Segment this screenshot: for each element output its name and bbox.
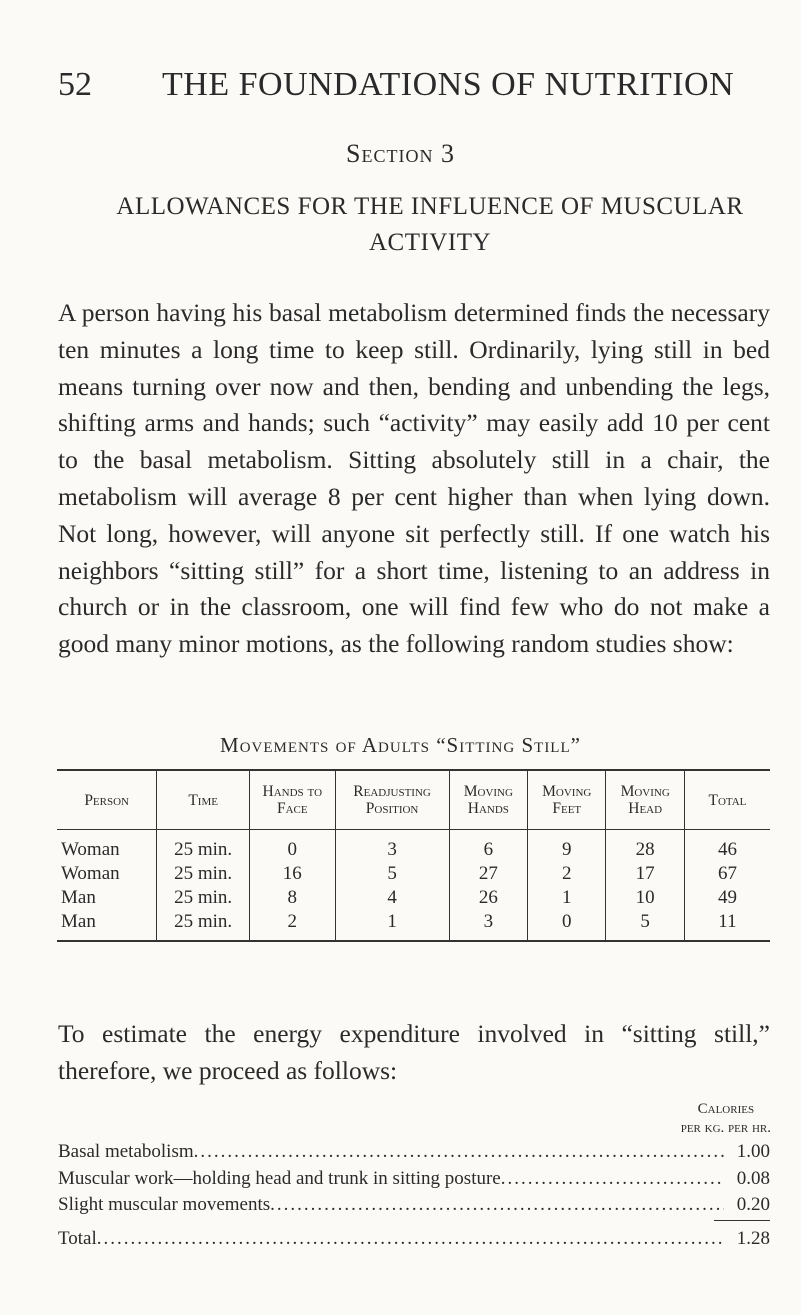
dot-leader	[270, 1194, 724, 1216]
dot-leader	[97, 1228, 724, 1250]
table-cell: 17	[606, 862, 684, 886]
calories-column-header	[681, 1100, 771, 1138]
table-cell: 2	[250, 910, 336, 941]
column-header: Moving Head	[606, 770, 684, 830]
intro-paragraph: A person having his basal metabolism determined finds the necessary ten minutes a long time to keep still. Ordinarily, lying still in bed means turning over now and then, bending and unbending the legs, shifting arms and hands; such “activity” may easily add 10 per cent to the basal metabolism. Sitting absolutely still in a chair, the metabolism will average 8 per cent higher than when lying down. Not long, however, will anyone sit perfectly still. If one watch his neighbors “sitting still” for a short time, listening to an address in church or in the classroom, one will find few who do not make a good many minor motions, as the following random studies show:	[58, 298, 770, 659]
table-row	[57, 886, 770, 910]
table-row	[57, 830, 770, 863]
column-header: Person	[57, 770, 157, 830]
calorie-value: 0.08	[736, 1167, 770, 1189]
section-title: ALLOWANCES FOR THE INFLUENCE OF MUSCULAR ACTIVITY	[116, 193, 744, 256]
column-header: Total	[684, 770, 770, 830]
table-cell: Woman	[61, 863, 120, 884]
table-cell: 3	[449, 910, 527, 941]
calorie-label: Slight muscular movements	[58, 1194, 271, 1215]
table-cell: 25 min.	[157, 862, 250, 886]
total-row	[58, 1228, 770, 1255]
calorie-row	[58, 1141, 770, 1168]
table-cell: 8	[250, 886, 336, 910]
table-cell: 0	[528, 910, 606, 941]
calories-header-line: Calories	[697, 1101, 755, 1117]
sum-rule	[714, 1220, 770, 1221]
section-label: Section 3	[346, 139, 455, 168]
movements-table	[57, 769, 770, 942]
table-cell: 2	[528, 862, 606, 886]
calorie-row	[58, 1194, 770, 1221]
table-cell: 11	[684, 910, 770, 941]
column-header: Hands to Face	[250, 770, 336, 830]
table-cell: Man	[57, 910, 157, 941]
table-row	[57, 862, 770, 886]
table-cell: 67	[684, 862, 770, 886]
total-label: Total	[58, 1228, 97, 1249]
table-row	[57, 910, 770, 941]
dot-leader	[501, 1168, 724, 1190]
table-caption: Movements of Adults “Sitting Still”	[220, 733, 581, 757]
table-cell: 26	[449, 886, 527, 910]
table-cell: 0	[250, 830, 336, 863]
calorie-label: Muscular work—holding head and trunk in sitting posture	[58, 1167, 501, 1189]
table-cell: Woman	[61, 839, 120, 860]
table-cell: 46	[684, 830, 770, 863]
table-cell: 25 min.	[157, 910, 250, 941]
table-cell: 25 min.	[157, 830, 250, 863]
table-cell: 27	[449, 862, 527, 886]
page-number: 52	[58, 66, 92, 103]
table-cell: 5	[606, 910, 684, 941]
calorie-label: Basal metabolism	[58, 1141, 194, 1162]
calorie-value: 0.20	[736, 1194, 770, 1215]
table-cell: 28	[606, 830, 684, 863]
table-cell: 3	[335, 830, 449, 863]
table-cell: 16	[250, 862, 336, 886]
table-cell: 25 min.	[157, 886, 250, 910]
table-cell: 10	[606, 886, 684, 910]
calories-header-line: per kg. per hr.	[680, 1120, 771, 1136]
table-cell: 1	[528, 886, 606, 910]
table-cell: Man	[61, 887, 96, 908]
column-header: Moving Hands	[449, 770, 527, 830]
table-cell: 9	[528, 830, 606, 863]
column-header: Time	[157, 770, 250, 830]
calorie-value: 1.00	[736, 1141, 770, 1162]
column-header: Moving Feet	[528, 770, 606, 830]
calorie-row	[58, 1168, 770, 1195]
calorie-list	[58, 1141, 770, 1221]
estimate-paragraph: To estimate the energy expenditure involved in “sitting still,” therefore, we proceed as follows:	[58, 1019, 770, 1085]
table-cell: 6	[449, 830, 527, 863]
table-cell: 1	[335, 910, 449, 941]
column-header: Readjusting Position	[335, 770, 449, 830]
table-cell: 4	[335, 886, 449, 910]
total-value: 1.28	[736, 1228, 770, 1249]
table-cell: 5	[335, 862, 449, 886]
table-cell: 49	[684, 886, 770, 910]
dot-leader	[194, 1141, 724, 1163]
running-head: THE FOUNDATIONS OF NUTRITION	[162, 66, 735, 103]
table-header-row	[57, 770, 770, 830]
